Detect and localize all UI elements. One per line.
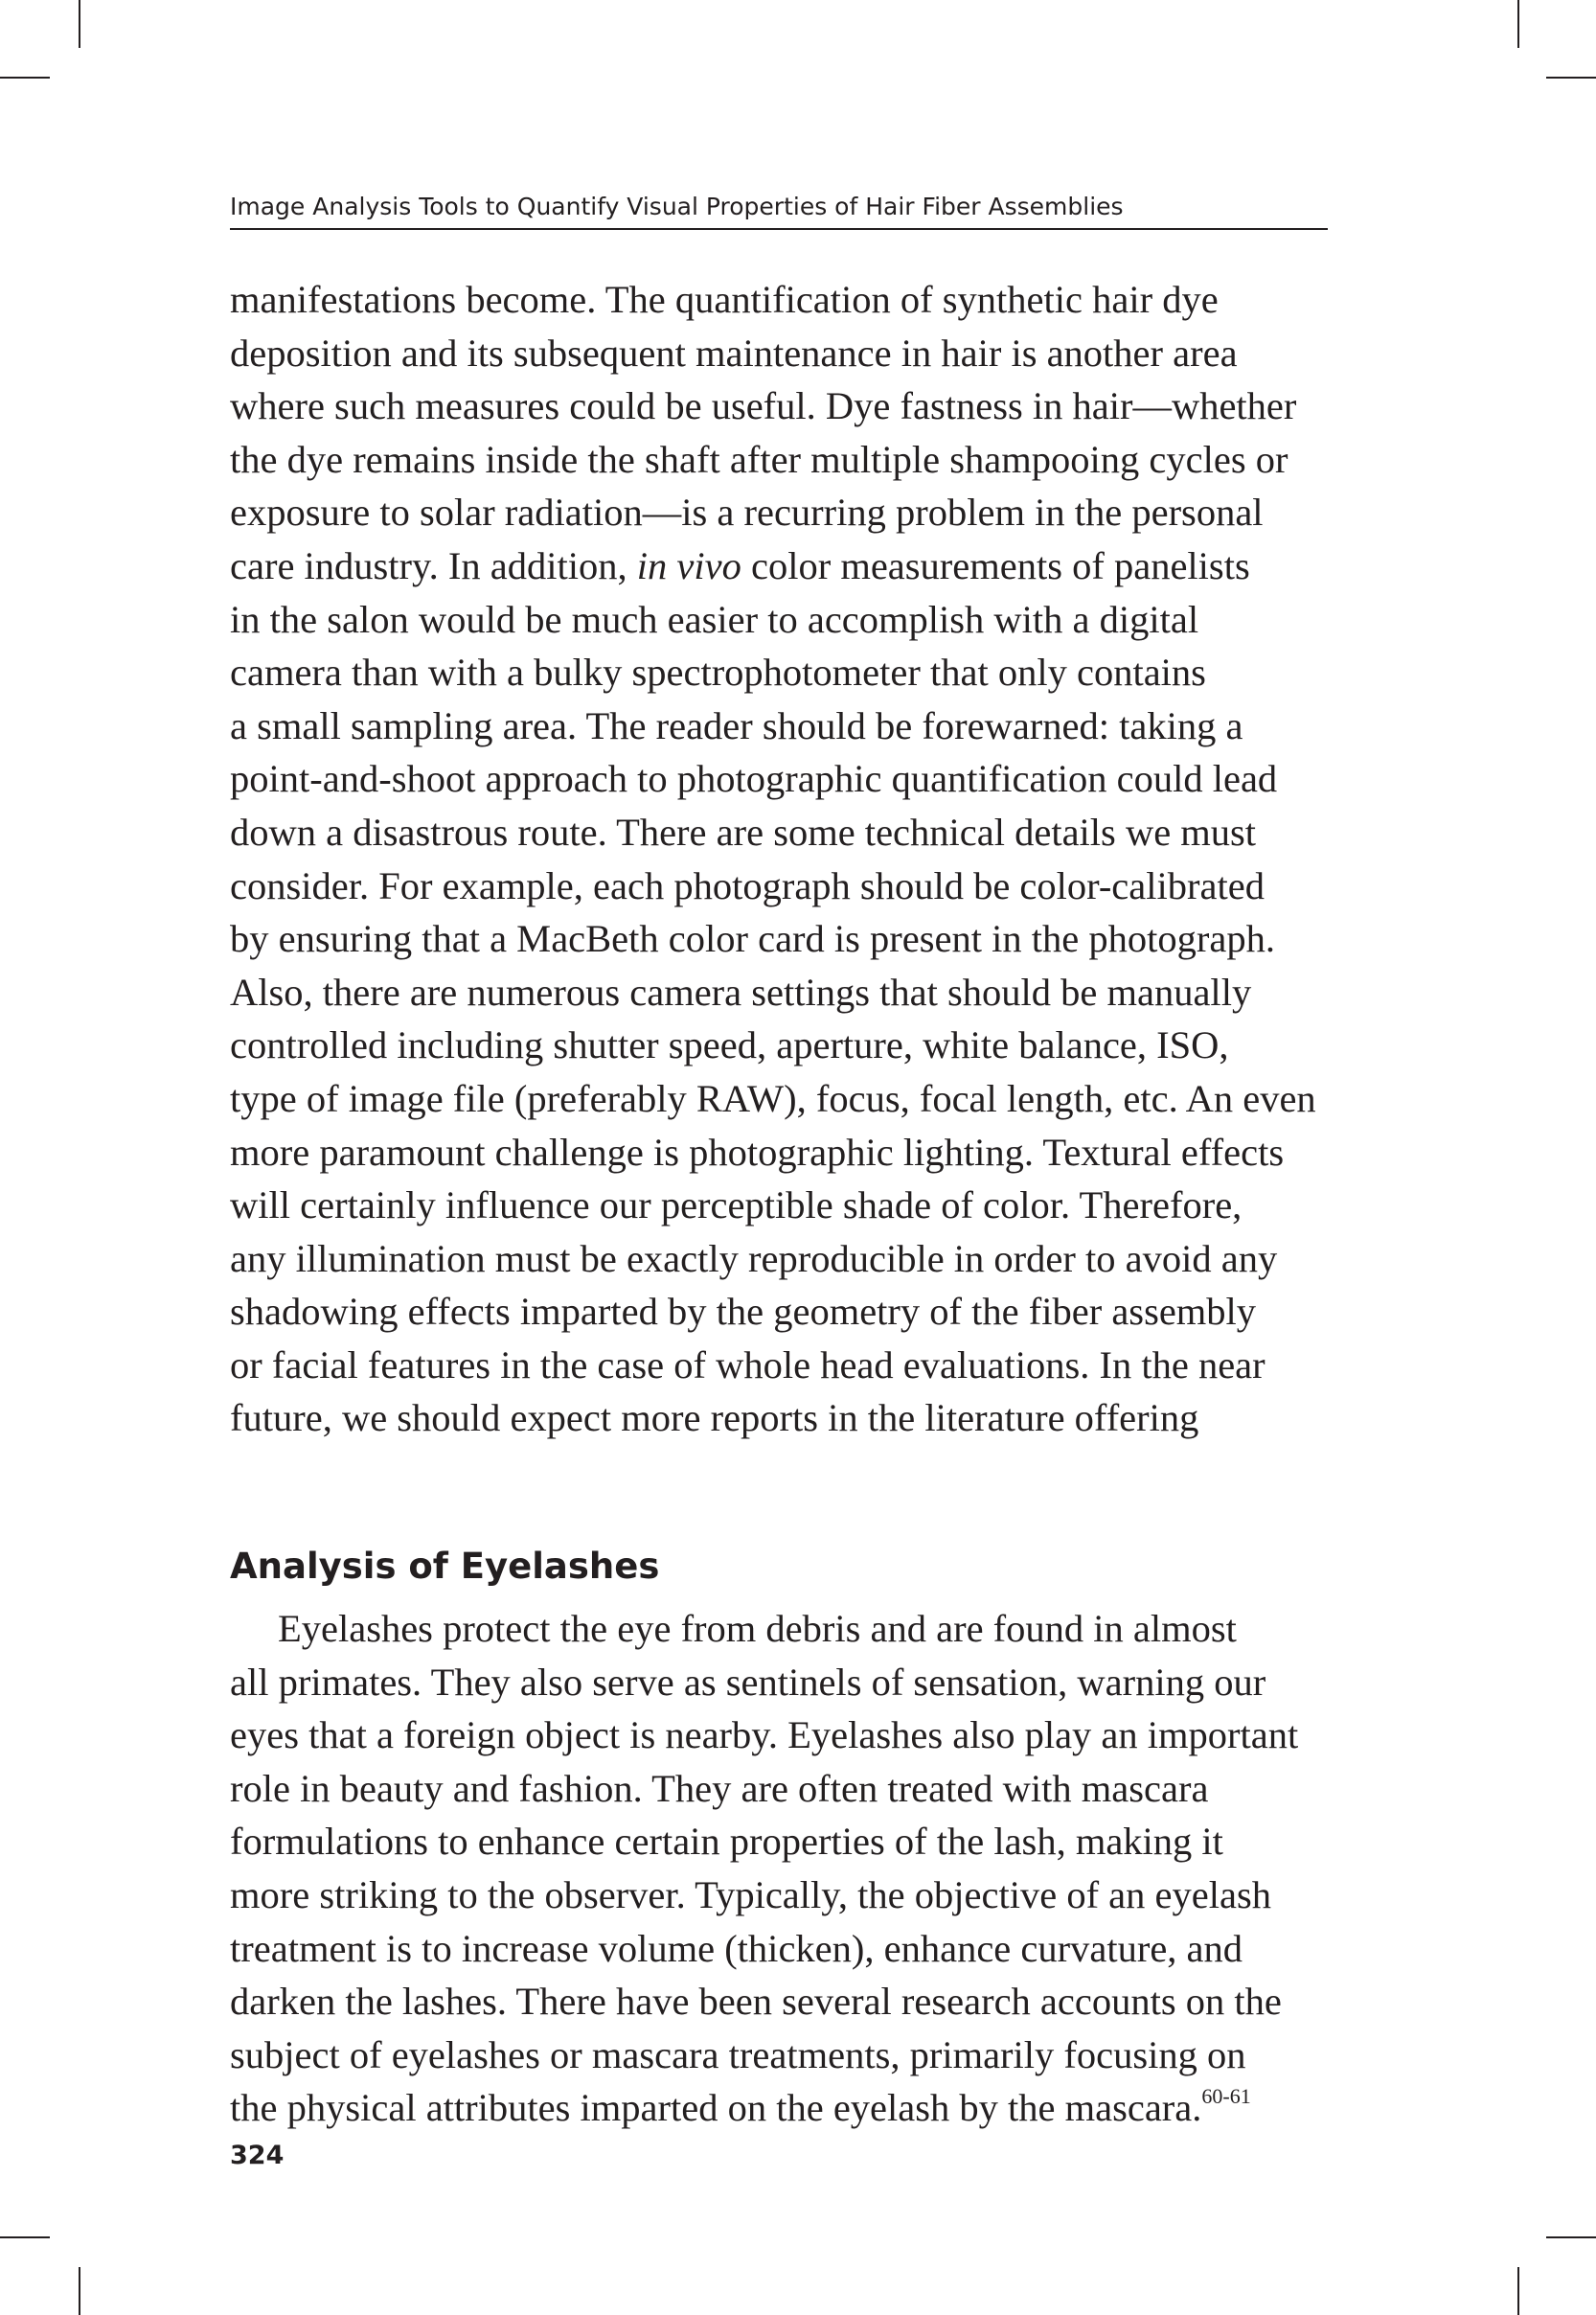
text-line: controlled including shutter speed, aperture, white balance, ISO, [230, 1023, 1229, 1067]
citation-superscript: 60-61 [1201, 2084, 1251, 2109]
text-line: type of image file (preferably RAW), focus, focal length, etc. An even [230, 1076, 1316, 1120]
text-line: a small sampling area. The reader should be forewarned: taking a [230, 703, 1243, 747]
text-line: formulations to enhance certain properties of the lash, making it [230, 1820, 1223, 1864]
body-paragraph [230, 273, 1341, 1445]
text-line: any illumination must be exactly reproducible in order to avoid any [230, 1236, 1278, 1280]
text-line: subject of eyelashes or mascara treatments, primarily focusing on [230, 2032, 1246, 2076]
crop-mark-bottom-right-vertical [1517, 2267, 1519, 2315]
text-run: care industry. In addition, [230, 543, 637, 587]
text-line: more striking to the observer. Typically, the objective of an eyelash [230, 1872, 1271, 1916]
text-line: all primates. They also serve as sentinels of sensation, warning our [230, 1660, 1266, 1704]
text-line: more paramount challenge is photographic lighting. Textural effects [230, 1130, 1285, 1174]
text-line: camera than with a bulky spectrophotometer that only contains [230, 651, 1206, 695]
text-line: or facial features in the case of whole head evaluations. In the near [230, 1342, 1265, 1387]
text-line: Also, there are numerous camera settings that should be manually [230, 970, 1252, 1014]
text-line [230, 539, 1341, 593]
text-line: deposition and its subsequent maintenance in hair is another area [230, 331, 1238, 375]
text-line: consider. For example, each photograph should be color-calibrated [230, 863, 1265, 907]
page-number: 324 [230, 2141, 285, 2170]
section-heading: Analysis of Eyelashes [230, 1546, 660, 1587]
text-line [230, 2081, 1341, 2135]
crop-mark-top-right-vertical [1517, 0, 1519, 48]
text-run: the physical attributes imparted on the eyelash by the mascara. [230, 2086, 1202, 2130]
text-run: color measurements of panelists [741, 543, 1250, 587]
text-line: role in beauty and fashion. They are often treated with mascara [230, 1766, 1209, 1810]
crop-mark-top-left-horizontal [0, 77, 50, 79]
crop-mark-top-right-horizontal [1546, 77, 1596, 79]
text-line: exposure to solar radiation—is a recurring problem in the personal [230, 491, 1264, 535]
text-line: down a disastrous route. There are some technical details we must [230, 810, 1257, 854]
section-paragraph [230, 1602, 1341, 2135]
italic-term: in vivo [636, 543, 741, 587]
text-line: eyes that a foreign object is nearby. Eyelashes also play an important [230, 1713, 1299, 1757]
running-head: Image Analysis Tools to Quantify Visual Properties of Hair Fiber Assemblies [230, 188, 1328, 230]
crop-mark-top-left-vertical [79, 0, 80, 48]
text-line: point-and-shoot approach to photographic quantification could lead [230, 757, 1278, 801]
text-line: manifestations become. The quantification of synthetic hair dye [230, 278, 1219, 321]
text-line: treatment is to increase volume (thicken), enhance curvature, and [230, 1926, 1243, 1970]
text-line: Eyelashes protect the eye from debris and are found in almost [278, 1607, 1237, 1650]
text-line: will certainly influence our perceptible shade of color. Therefore, [230, 1183, 1243, 1227]
text-line: the dye remains inside the shaft after multiple shampooing cycles or [230, 437, 1288, 481]
text-line: future, we should expect more reports in the literature offering [230, 1396, 1199, 1440]
crop-mark-bottom-right-horizontal [1546, 2236, 1596, 2238]
text-line: where such measures could be useful. Dye fastness in hair—whether [230, 384, 1297, 428]
text-line: in the salon would be much easier to accomplish with a digital [230, 597, 1199, 641]
crop-mark-bottom-left-horizontal [0, 2236, 50, 2238]
text-line: shadowing effects imparted by the geometry of the fiber assembly [230, 1290, 1257, 1334]
crop-mark-bottom-left-vertical [79, 2267, 80, 2315]
text-line: by ensuring that a MacBeth color card is present in the photograph. [230, 917, 1275, 961]
text-line: darken the lashes. There have been several research accounts on the [230, 1980, 1282, 2024]
